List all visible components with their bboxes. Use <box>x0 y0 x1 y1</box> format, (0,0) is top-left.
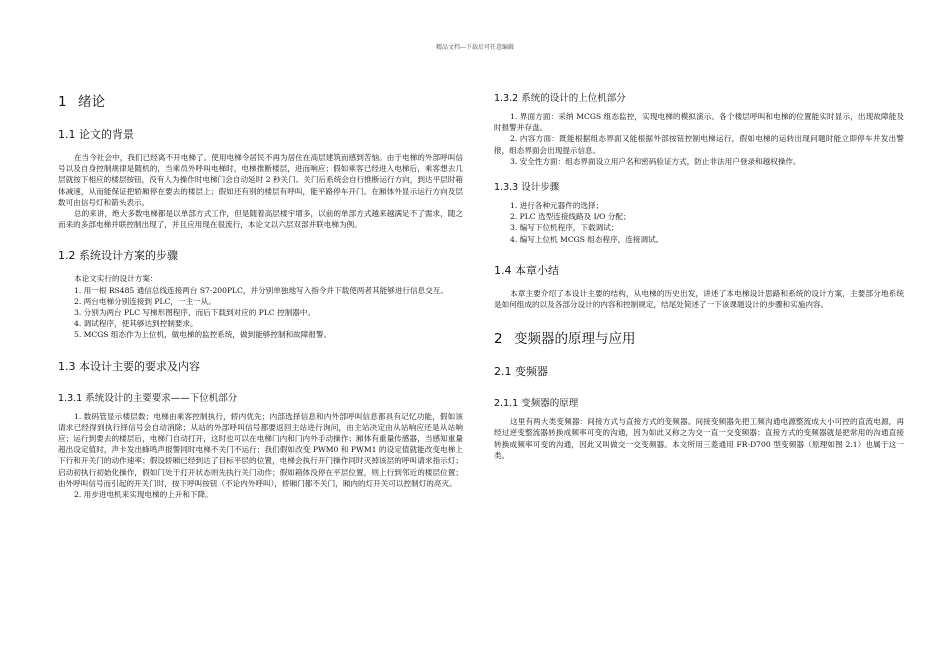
list-item: 2. PLC 选型连接线路及 I/O 分配； <box>510 212 631 222</box>
chapter-number: 2 <box>494 331 503 348</box>
subsection-2-1-1-heading: 2.1.1 变频器的原理 <box>494 398 579 410</box>
chapter-number: 1 <box>58 94 67 110</box>
subsection-1-3-1-heading: 1.3.1 系统设计的主要要求——下位机部分 <box>58 392 238 404</box>
section-2-1-heading: 2.1 变频器 <box>494 365 548 379</box>
section-1-3-heading: 1.3 本设计主要的要求及内容 <box>58 359 200 373</box>
chapter-title: 绪论 <box>78 94 105 110</box>
section-1-2-heading: 1.2 系统设计方案的步骤 <box>58 249 178 263</box>
left-column <box>58 90 463 500</box>
right-column <box>494 90 904 461</box>
paragraph: 本章主要介绍了本设计主要的结构，从电梯的历史出发，讲述了本电梯设计思路和系统的设计方案，主要部分地系统是如何组成的以及各部分设计的内容和控制规定，结尾处简述了一下该课题设计的步骤和实施内容。 <box>494 288 904 310</box>
list-item: 1. 用一根 RS485 通信总线连接两台 S7-200PLC，并分别单独地写入指令并下载使两者其能够进行信息交互。 <box>74 285 448 295</box>
list-item: 1. 进行各种元器件的选择； <box>510 201 604 211</box>
paragraph: 在当今社会中，我们已经离不开电梯了。使用电梯令居民不再为居住在高层建筑而感到苦恼。由于电梯的外部呼叫信号以及自身控制规律是随机的，当乘员外呼叫电梯时，电梯推断楼层，进而响应；假如乘客已经进入电梯后，乘客想去几层就按下相应的楼层按钮，没有人为操作时电梯门会自动延时 2 秒关门。关门后系统会自行推断运行方向，到达平层时箱体减速，从而能保证把轿厢停在要去的楼层上；假如还有别的楼层有呼叫，能平路停车开门。在厢体外显示运行方向及层数可由信号灯和箭头表示。 <box>58 153 463 207</box>
chapter-1-heading <box>58 90 463 110</box>
list-item: 5. MCGS 组态作为上位机，做电梯的监控系统，做到能够控制和故障报警。 <box>74 330 332 340</box>
paragraph: 总的来讲，绝大多数电梯都是以单部方式工作，但是随着高层楼宇增多，以前的单部方式越来越满足不了需求，随之而来的多部电梯并联控制出现了，并且应用现在很流行，本论文以六层双部并联电梯为例。 <box>58 209 463 230</box>
paragraph: 这里有两大类变频器：间接方式与直接方式的变频器。间接变频器先把工频沟通电源整流成大小可控的直流电源，再经过逆变整流器转换成频率可变的沟通，因为如此又称之为交一直一交变频器；直接方式的变频器就是把常用的沟通直接转换成频率可变的沟通，因此又叫做交一交变频器。本文所用三菱通用 FR-D700 型变频器（原理如图 2.1）也属于这一类。 <box>494 417 904 460</box>
list-item: 4. 调试程序，使其够达到控制要求。 <box>74 319 198 329</box>
list-item: 2. 内容方面：既能根据组态界面又能根据外部按钮控制电梯运行，假如电梯的运转出现问题时能立即停车并发出警报，组态界面会出现提示信息。 <box>494 134 904 155</box>
section-1-4-heading: 1.4 本章小结 <box>494 263 559 277</box>
list-item: 2. 两台电梯分别连接到 PLC，一主一从。 <box>74 296 216 306</box>
list-item: 3. 安全性方面：组态界面设立用户名和密码验证方式，防止非法用户登录和越权操作。 <box>510 156 801 166</box>
subsection-1-3-2-heading: 1.3.2 系统的设计的上位机部分 <box>494 93 626 104</box>
list-item: 4. 编写上位机 MCGS 组态程序，连接调试。 <box>510 234 664 244</box>
paragraph: 1. 数码管显示楼层数；电梯由乘客控制执行，轿内优先；内部选择信息和内外部呼叫信息都具有记忆功能，假如该请求已经得到执行择信号会自动消除；从站的外部呼叫信号都要返回主站进行询问，由主站决定由从站响应还是从站响应；运行到要去的楼层后，电梯门自动打开，这时也可以在电梯门内和门内外手动操作；厢体有重量传感器，当感知重量超出设定值时，声卡发出蜂鸣声报警同时电梯不关门不运行；我们假如改变 PWM0 和 PWM1 的设定值就能改变电梯上下行和开关门的动作速率；假设轿厢已经到达了目标平层的位置，电梯会执行开门操作同时灭掉该层的呼叫请求指示灯；启动初执行初始化操作，假如门处于打开状态则先执行关门动作；假如箱体没停在平层位置，则上行到邻近的楼层位置；由外呼叫信号而引起的开关门时，按下呼叫按钮（不论内外呼叫），轿厢门都不关门，厢内的灯开关可以控制灯的亮灭。 <box>58 411 463 488</box>
subsection-1-3-3-heading: 1.3.3 设计步骤 <box>494 182 560 194</box>
chapter-2-heading <box>494 327 904 347</box>
section-1-1-heading: 1.1 论文的背景 <box>58 128 134 141</box>
header-watermark: 精品文档---下载后可任意编辑 <box>435 44 515 51</box>
list-item: 3. 编写下位机程序，下载调试； <box>510 223 619 233</box>
list-item: 3. 分别为两台 PLC 写梯形图程序，而后下载到对应的 PLC 控制器中。 <box>74 308 316 318</box>
list-item: 1. 界面方面：采纳 MCGS 组态监控，实现电梯的模拟演示。各个楼层呼叫和电梯的位置能实时显示，出现故障能及时报警并存盘。 <box>494 112 904 133</box>
paragraph: 2. 用步进电机来实现电梯的上升和下降。 <box>74 490 213 500</box>
chapter-title: 变频器的原理与应用 <box>514 331 636 348</box>
paragraph: 本论文实行的设计方案： <box>74 274 158 284</box>
